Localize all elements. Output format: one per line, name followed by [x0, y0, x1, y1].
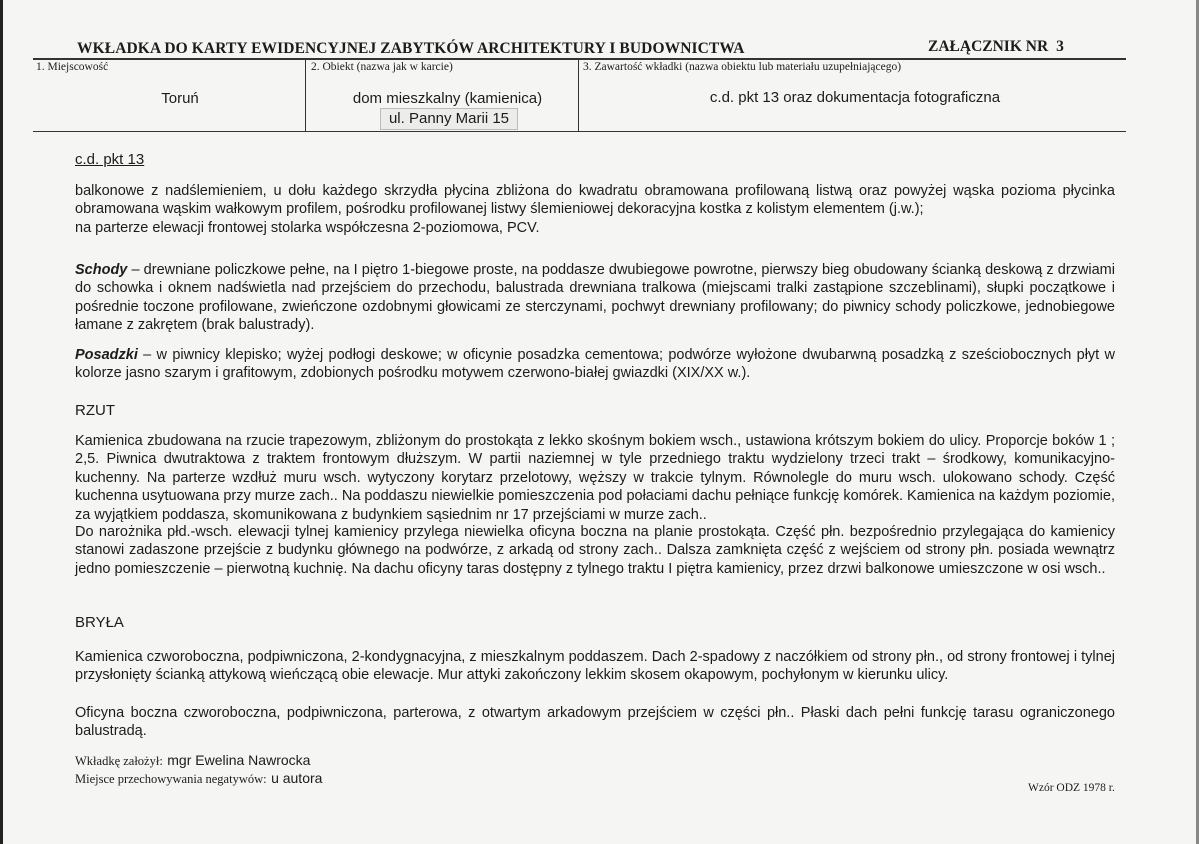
- paragraph-massing-2: Oficyna boczna czworoboczna, podpiwniczona, parterowa, z otwartym arkadowym przejściem w części płn.. Płaski dach pełni funkcję tarasu ograniczonego balustradą.: [75, 705, 1115, 740]
- header-top-rule: [33, 58, 1126, 60]
- continuation-heading: c.d. pkt 13: [75, 151, 145, 168]
- section-heading-massing: BRYŁA: [75, 614, 124, 631]
- locality-value: Toruń: [161, 90, 199, 107]
- stairs-text: – drewniane policzkowe pełne, na I piętro 1-biegowe proste, na poddasze dwubiegowe powrotne, pierwszy bieg obudowany ścianką deskową z drzwiami do schowka i oknem nadświetla nad przejściem do przechodu, balustrada drewniana tralkowa (miejscami tralki zastąpione szczeblinami), słupki początkowe i pośrednie toczone profilowane, zwieńczone ozdobnymi głowicami ze sterczynami, pochwyt drewniany profilowany; do piwnicy schody policzkowe, jednobiegowe łamane z zakrętem (brak balustrady).: [75, 262, 1115, 334]
- form-title: WKŁADKA DO KARTY EWIDENCYJNEJ ZABYTKÓW ARCHITEKTURY I BUDOWNICTWA: [77, 40, 745, 57]
- object-label: 2. Obiekt (nazwa jak w karcie): [311, 61, 453, 73]
- floors-lead: Posadzki: [75, 347, 138, 363]
- paragraph-windows: balkonowe z nadślemieniem, u dołu każdego skrzydła płycina zbliżona do kwadratu obramowana profilowaną listwą oraz powyżej wąska pozioma płycinka obramowana wąskim wałkowym profilem, pośrodku profilowanej listwy ślemieniowej dekoracyjna kostka z kolistym elementem (j.w.);: [75, 183, 1115, 218]
- footer-author: [75, 752, 310, 770]
- header-bottom-rule: [33, 131, 1126, 132]
- paragraph-floors: [75, 346, 1115, 383]
- stairs-lead: Schody: [75, 262, 128, 278]
- author-label: Wkładkę założył:: [75, 754, 163, 768]
- annex-number: 3: [1056, 38, 1064, 55]
- paragraph-ground-floor: na parterze elewacji frontowej stolarka współczesna 2-poziomowa, PCV.: [75, 220, 540, 236]
- object-address: ul. Panny Marii 15: [380, 108, 518, 130]
- content-value: c.d. pkt 13 oraz dokumentacja fotograficzna: [709, 89, 1001, 106]
- negatives-value: u autora: [271, 770, 323, 786]
- footer-negatives: [75, 770, 322, 788]
- locality-label: 1. Miejscowość: [36, 61, 109, 73]
- scan-edge-left: [0, 0, 3, 844]
- author-value: mgr Ewelina Nawrocka: [167, 752, 311, 768]
- paragraph-plan-1: Kamienica zbudowana na rzucie trapezowym, zbliżonym do prostokąta z lekko skośnym bokiem wsch., ustawiona krótszym bokiem do ulicy. Proporcje boków 1 ; 2,5. Piwnica dwutraktowa z traktem frontowym dłuższym. W partii naziemnej w tyle przedniego traktu wydzielony trzeci trakt – środkowy, komunikacyjno-kuchenny. Na parterze wzdłuż muru wsch. wytyczony korytarz przelotowy, węższy w trakcie tylnym. Równolegle do muru wsch. ulokowano schody. Część kuchenna usytuowana przy murze zach.. Na poddaszu niewielkie pomieszczenia pod połaciami dachu pełniące funkcję komórek. Kamienica na każdym poziomie, za wyjątkiem poddasza, skomunikowana z budynkiem sąsiednim nr 17 przejściami w murze zach..: [75, 433, 1115, 523]
- content-label: 3. Zawartość wkładki (nazwa obiektu lub materiału uzupełniającego): [583, 61, 902, 73]
- field-divider-2: [578, 58, 579, 132]
- negatives-label: Miejsce przechowywania negatywów:: [75, 772, 267, 786]
- paragraph-stairs: [75, 261, 1115, 335]
- floors-text: – w piwnicy klepisko; wyżej podłogi deskowe; w oficynie posadzka cementowa; podwórze wyłożone dwubarwną posadzką z sześciobocznych płyt w kolorze jasno szarym i grafitowym, zdobionych pośrodku motywem czerwono-białej gwiazdki (XIX/XX w.).: [75, 347, 1115, 382]
- annex-label-text: ZAŁĄCZNIK NR: [928, 38, 1049, 55]
- object-value: dom mieszkalny (kamienica): [352, 90, 543, 107]
- paragraph-massing-1: Kamienica czworoboczna, podpiwniczona, 2-kondygnacyjna, z mieszkalnym poddaszem. Dach 2-spadowy z naczółkiem od strony płn., od strony frontowej i tylnej przysłonięty ścianką attykową wieńczącą obie elewacje. Mur attyki zakończony lekkim skosem okapowym, pochyłonym w kierunku ulicy.: [75, 649, 1115, 684]
- form-template-id: Wzór ODZ 1978 r.: [1028, 782, 1115, 794]
- section-heading-plan: RZUT: [75, 402, 115, 419]
- annex-label: [928, 38, 1064, 56]
- field-divider-1: [305, 58, 306, 132]
- paragraph-plan-2: Do narożnika płd.-wsch. elewacji tylnej kamienicy przylega niewielka oficyna boczna na planie prostokąta. Część płn. bezpośrednio przylegająca do kamienicy stanowi zadaszone przejście z budynku głównego na podwórze, z arkadą od strony zach.. Dalsza zamknięta część z wejściem od strony płn. posiada wewnątrz jedno pomieszczenie – pierwotną kuchnię. Na dachu oficyny taras dostępny z tylnego traktu I piętra kamienicy, przez drzwi balkonowe umieszczone w osi wsch..: [75, 524, 1115, 577]
